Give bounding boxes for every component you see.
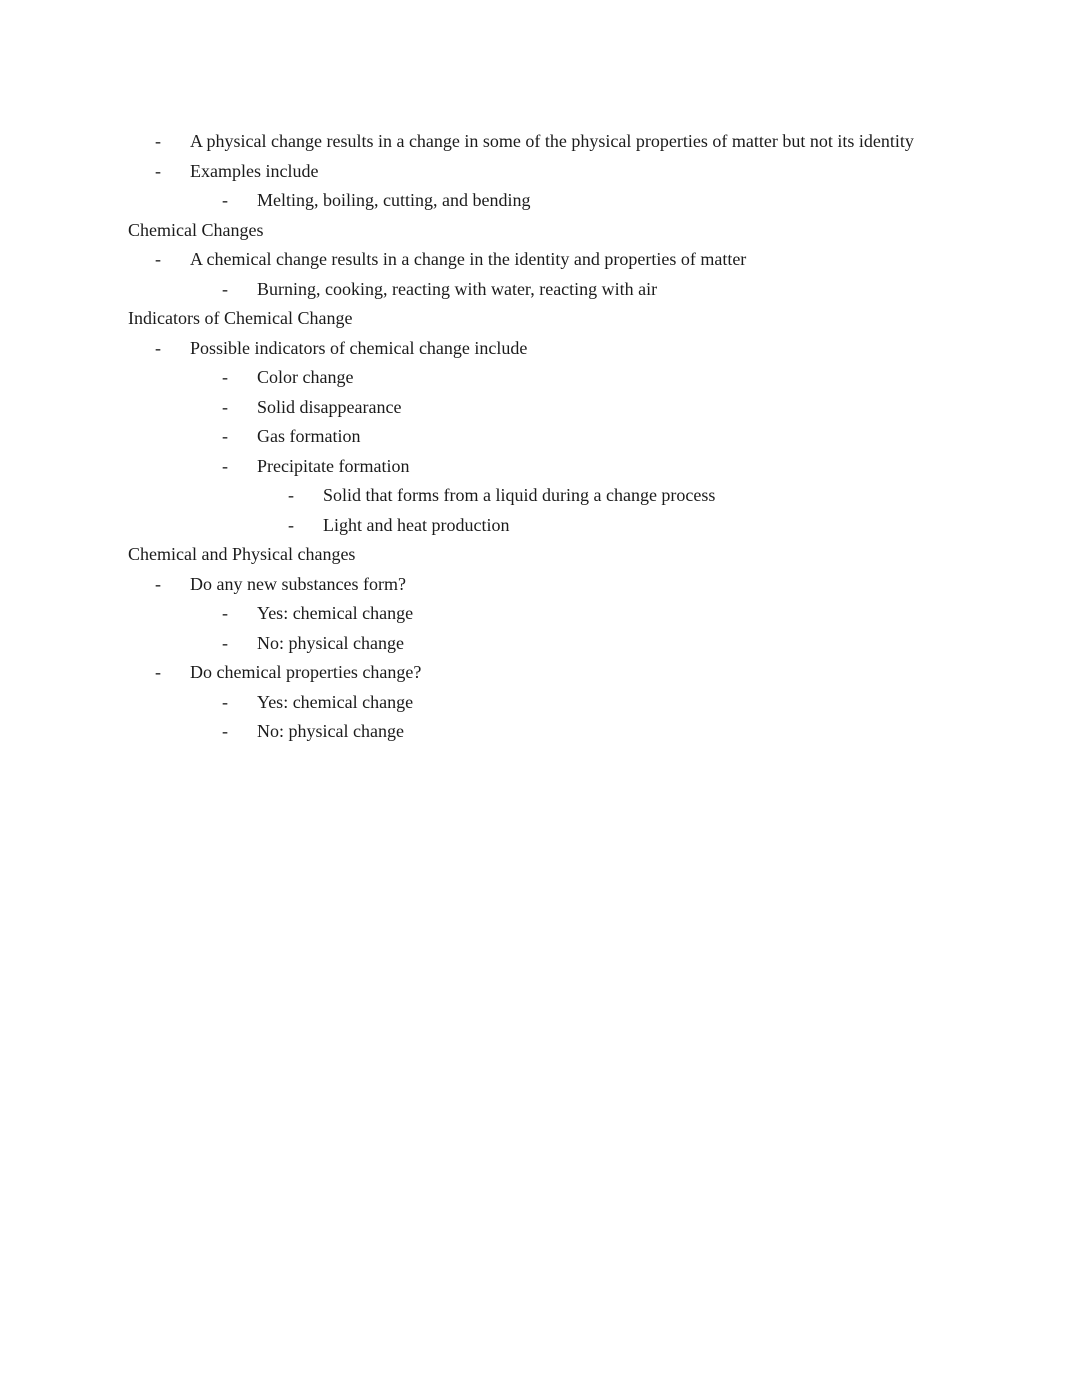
list-item-text: Solid that forms from a liquid during a change process [323, 485, 716, 505]
list-item [288, 511, 954, 541]
bullet-dash: - [155, 337, 161, 358]
section-heading [128, 304, 954, 334]
list-item [155, 334, 954, 364]
list-item [222, 393, 954, 423]
list-item [288, 481, 954, 511]
bullet-dash: - [222, 455, 228, 476]
list-item-text: No: physical change [257, 632, 404, 653]
list-item [222, 275, 954, 305]
list-item [155, 570, 954, 600]
bullet-dash: - [222, 190, 228, 210]
list-item-text: Do chemical properties change? [190, 662, 422, 682]
list-item-text: Yes: chemical change [257, 691, 414, 712]
list-item [222, 599, 954, 629]
heading-text: Chemical and Physical changes [128, 544, 356, 564]
list-item [222, 688, 954, 718]
list-item-text: Gas formation [257, 426, 361, 446]
bullet-dash: - [155, 131, 161, 151]
heading-text: Indicators of Chemical Change [128, 308, 353, 328]
list-item [155, 157, 954, 187]
list-item-text: Possible indicators of chemical change include [190, 337, 528, 358]
bullet-dash: - [222, 603, 228, 623]
bullet-dash: - [222, 691, 228, 712]
list-item [222, 186, 954, 216]
list-item-text: Precipitate formation [257, 455, 410, 476]
list-item [222, 717, 954, 747]
bullet-dash: - [288, 485, 294, 505]
bullet-dash: - [155, 573, 161, 594]
list-item-text: A chemical change results in a change in the identity and properties of matter [190, 249, 747, 269]
list-item [222, 629, 954, 659]
bullet-dash: - [222, 367, 228, 387]
list-item-text: Light and heat production [323, 514, 510, 535]
list-item [222, 422, 954, 452]
list-item-text: Melting, boiling, cutting, and bending [257, 190, 531, 210]
heading-text: Chemical Changes [128, 219, 264, 240]
list-item-text: Examples include [190, 160, 319, 181]
bullet-dash: - [222, 426, 228, 446]
list-item [155, 127, 954, 157]
list-item-text: No: physical change [257, 721, 404, 741]
list-item [222, 363, 954, 393]
bullet-dash: - [155, 662, 161, 682]
bullet-dash: - [222, 396, 228, 417]
list-item-text: A physical change results in a change in some of the physical properties of matter but not its identity [190, 131, 914, 151]
list-item [155, 658, 954, 688]
bullet-dash: - [222, 632, 228, 653]
bullet-dash: - [222, 721, 228, 741]
section-heading [128, 540, 954, 570]
list-item [222, 452, 954, 482]
list-item [155, 245, 954, 275]
section-heading [128, 216, 954, 246]
list-item-text: Burning, cooking, reacting with water, reacting with air [257, 278, 658, 299]
bullet-dash: - [155, 249, 161, 269]
bullet-dash: - [222, 278, 228, 299]
bullet-dash: - [155, 160, 161, 181]
list-item-text: Yes: chemical change [257, 603, 414, 623]
list-item-text: Solid disappearance [257, 396, 402, 417]
list-item-text: Do any new substances form? [190, 573, 406, 594]
list-item-text: Color change [257, 367, 354, 387]
bullet-dash: - [288, 514, 294, 535]
document-body [128, 127, 954, 747]
